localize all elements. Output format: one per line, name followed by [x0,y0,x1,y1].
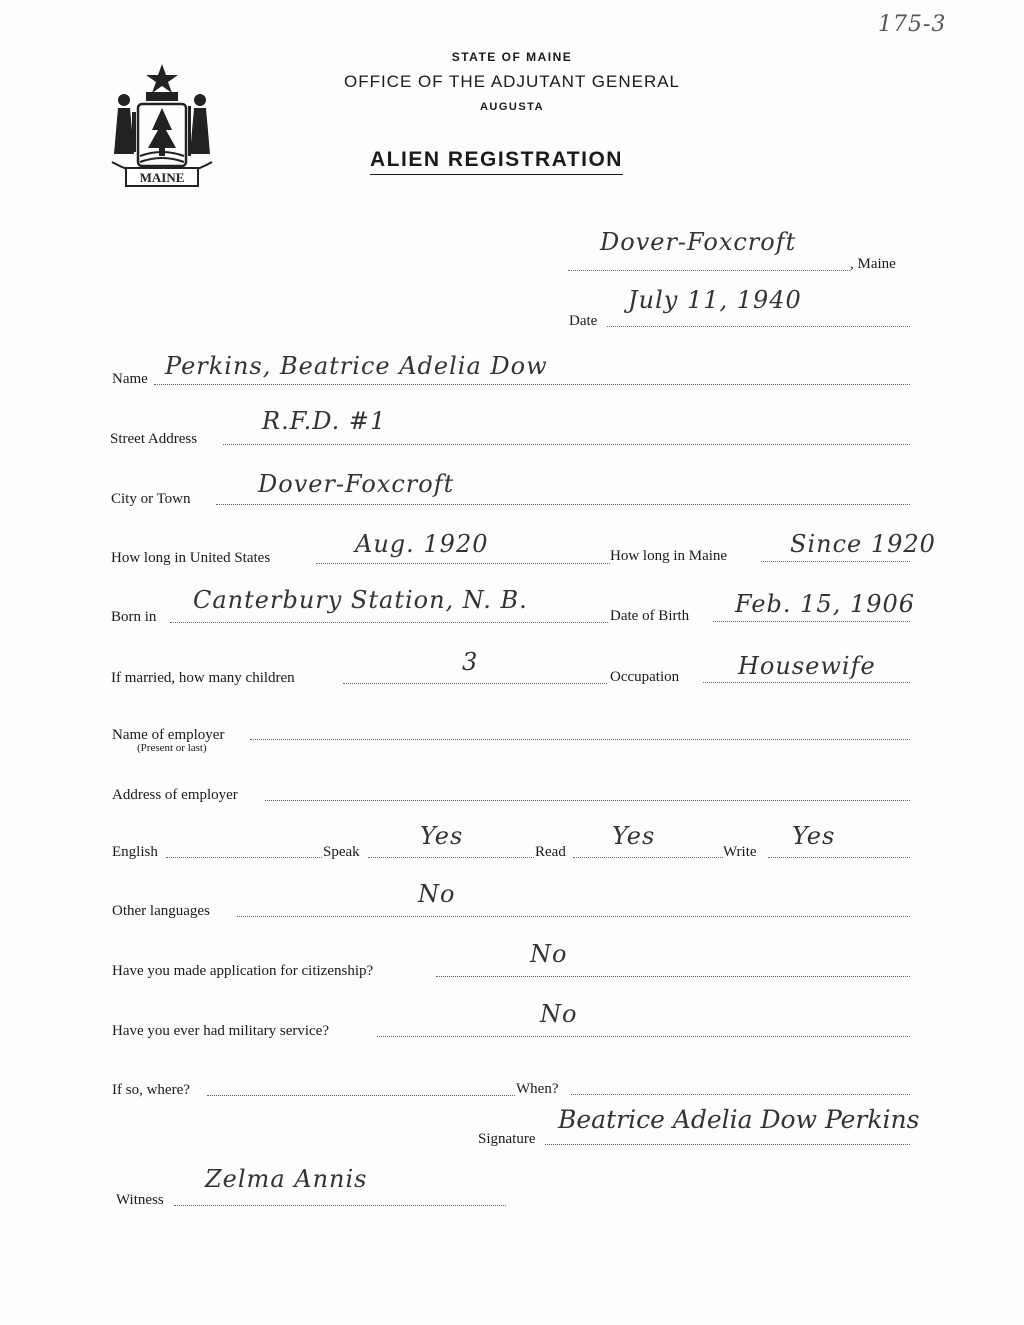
occupation-label: Occupation [610,669,680,685]
date-of-birth-label: Date of Birth [610,608,690,624]
military-value: No [540,1000,578,1028]
how-long-us-label: How long in United States [111,550,271,566]
city-or-town-label: City or Town [111,491,191,507]
state-heading: STATE OF MAINE [451,50,573,64]
how-long-maine-value: Since 1920 [790,530,936,558]
children-value: 3 [462,648,479,676]
other-languages-value: No [418,880,456,908]
how-long-maine-line [761,561,910,562]
how-long-maine-label: How long in Maine [610,548,728,564]
write-value: Yes [792,822,836,850]
signature-value: Beatrice Adelia Dow Perkins [558,1105,920,1134]
name-value: Perkins, Beatrice Adelia Dow [165,352,548,380]
speak-value: Yes [420,822,464,850]
witness-label: Witness [116,1192,164,1208]
date-label: Date [569,313,598,329]
employer-name-line [250,739,910,740]
employer-address-line [265,800,910,801]
witness-value: Zelma Annis [205,1165,368,1193]
citizenship-label: Have you made application for citizenship? [112,963,374,979]
employer-address-label: Address of employer [112,787,238,803]
date-of-birth-value: Feb. 15, 1906 [735,590,916,618]
born-in-line [170,622,608,623]
name-label: Name [112,371,148,387]
other-languages-line [237,916,910,917]
write-label: Write [723,844,757,860]
employer-note: (Present or last) [137,742,207,754]
military-line [377,1036,910,1037]
write-line [768,857,910,858]
city-heading: AUGUSTA [479,101,545,113]
born-in-value: Canterbury Station, N. B. [193,586,528,614]
city-or-town-line [216,504,910,505]
read-line [573,857,723,858]
signature-line [545,1144,910,1145]
other-languages-label: Other languages [112,903,210,919]
occupation-line [703,682,910,683]
speak-line [368,857,534,858]
children-line [343,683,607,684]
form-title: ALIEN REGISTRATION [370,148,623,175]
military-label: Have you ever had military service? [112,1023,329,1039]
read-value: Yes [612,822,656,850]
where-label: If so, where? [112,1082,190,1098]
witness-line [174,1205,506,1206]
corner-reference-number: 175-3 [878,12,947,37]
english-label: English [112,844,158,860]
date-of-birth-line [713,621,910,622]
how-long-us-value: Aug. 1920 [355,530,489,558]
when-line [571,1094,910,1095]
place-line [568,270,850,271]
when-label: When? [516,1081,559,1097]
citizenship-value: No [530,940,568,968]
place-value: Dover-Foxcroft [600,228,797,256]
maine-label: , Maine [850,256,896,272]
citizenship-line [436,976,910,977]
where-line [207,1095,515,1096]
office-heading: OFFICE OF THE ADJUTANT GENERAL [343,72,681,91]
read-label: Read [535,844,566,860]
speak-label: Speak [323,844,360,860]
date-line [607,326,910,327]
children-label: If married, how many children [111,670,295,686]
born-in-label: Born in [111,609,157,625]
street-address-value: R.F.D. #1 [262,407,387,435]
name-line [154,384,910,385]
city-or-town-value: Dover-Foxcroft [258,470,455,498]
english-line [166,857,322,858]
street-address-label: Street Address [110,431,198,447]
employer-name-label: Name of employer [112,727,225,743]
date-value: July 11, 1940 [628,286,802,314]
seal-motto: MAINE [139,170,185,185]
signature-label: Signature [478,1131,536,1147]
occupation-value: Housewife [738,652,876,680]
street-address-line [223,444,910,445]
how-long-us-line [316,563,610,564]
